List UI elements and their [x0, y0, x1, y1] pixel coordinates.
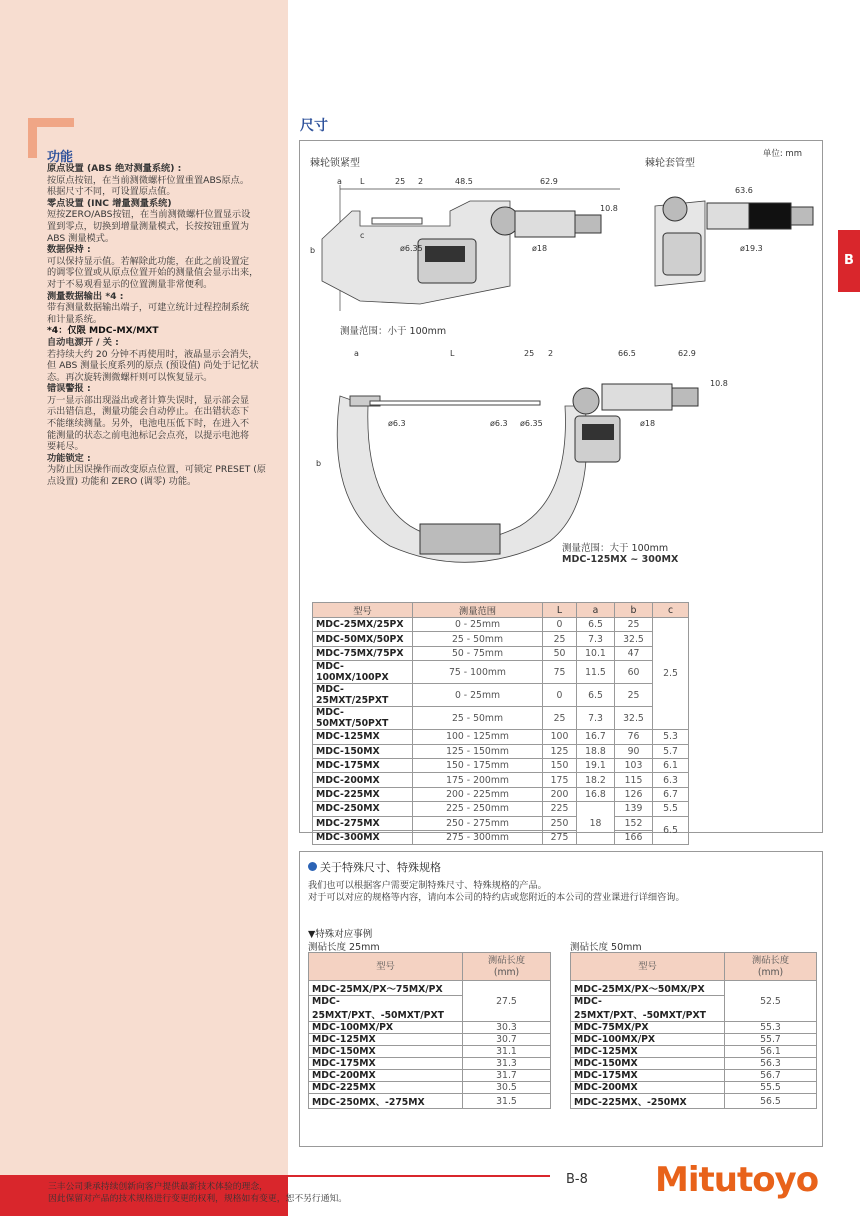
header-c: c	[653, 603, 689, 618]
function-line: 要耗尽。	[47, 441, 84, 453]
table-cell: 10.1	[577, 646, 615, 660]
length-cell: 56.7	[725, 1070, 817, 1082]
table-row	[313, 830, 689, 844]
length-cell: 30.3	[463, 1022, 551, 1034]
dimensions-title: 尺寸	[300, 118, 328, 134]
header-model: 型号	[313, 603, 413, 618]
function-line: 不能继续测量。另外，电池电压低下时，在进入不	[47, 418, 250, 430]
function-line: 能测量的状态之前电池标记会点亮，以提示电池将	[47, 429, 250, 441]
table-row	[571, 1058, 817, 1070]
function-line: 和计量系统。	[47, 313, 103, 325]
table-cell: 32.5	[615, 632, 653, 646]
special-specs-panel	[299, 851, 823, 1147]
table-cell: 75 - 100mm	[413, 661, 543, 684]
header-a: a	[577, 603, 615, 618]
dim-label-25-large: 25	[524, 349, 535, 358]
table-cell-c: 2.5	[653, 618, 689, 730]
table-row	[309, 1070, 551, 1082]
table-cell: 0 - 25mm	[413, 618, 543, 632]
dim-label-a: a	[337, 177, 342, 186]
col-model: 型号	[571, 953, 725, 981]
dim-label-phi-6-35: ø6.35	[400, 244, 423, 253]
footer-notice: 三丰公司秉承持续创新向客户提供最新技术体验的理念， 因此保留对产品的技术规格进行变更的权利，规格如有变更，恕不另行通知。	[48, 1182, 348, 1204]
function-line: 错误警报 :	[47, 383, 91, 395]
model-cell: MDC-175MX	[309, 1058, 463, 1070]
table-cell: MDC-75MX/75PX	[313, 646, 413, 660]
length-cell: 31.1	[463, 1046, 551, 1058]
table-cell: 100	[543, 730, 577, 744]
table-row	[313, 758, 689, 772]
length-cell: 30.5	[463, 1082, 551, 1094]
anvil-25-label: 测砧长度 25mm	[308, 942, 380, 953]
table-cell: 275	[543, 830, 577, 844]
table-cell: 25	[615, 684, 653, 707]
table-cell: 50 - 75mm	[413, 646, 543, 660]
table-cell: 166	[615, 830, 653, 844]
model-cell: MDC-100MX/PX	[571, 1034, 725, 1046]
micrometer-drawing-sleeve	[645, 171, 825, 301]
anvil-25-table	[308, 952, 551, 1109]
table-cell: 125	[543, 744, 577, 758]
function-line: ABS 测量模式。	[47, 232, 115, 244]
table-cell: MDC-250MX	[313, 802, 413, 816]
dim-label-10-8-large: 10.8	[710, 379, 728, 388]
dim-label-62-9: 62.9	[540, 177, 558, 186]
model-cell: MDC-200MX	[571, 1082, 725, 1094]
model-cell: MDC-225MX	[309, 1082, 463, 1094]
dim-label-phi-19-3: ø19.3	[740, 244, 763, 253]
table-cell: MDC-175MX	[313, 758, 413, 772]
function-line: 态。再次旋转测微螺杆则可以恢复显示。	[47, 371, 213, 383]
length-cell: 30.7	[463, 1034, 551, 1046]
table-row	[571, 1022, 817, 1034]
model-cell: MDC-75MX/PX	[571, 1022, 725, 1034]
table-cell: 100 - 125mm	[413, 730, 543, 744]
dim-label-66-5: 66.5	[618, 349, 636, 358]
function-line: 按原点按钮，在当前测微螺杆位置重置ABS原点。	[47, 174, 250, 186]
table-cell: 50	[543, 646, 577, 660]
dim-label-b: b	[310, 246, 316, 255]
function-line: 测量数据输出 *4 :	[47, 290, 124, 302]
table-cell-c: 6.1	[653, 758, 689, 772]
table-cell: 152	[615, 816, 653, 830]
table-cell: 0 - 25mm	[413, 684, 543, 707]
dimensions-panel	[299, 140, 823, 844]
length-cell: 55.3	[725, 1022, 817, 1034]
table-cell: 139	[615, 802, 653, 816]
function-line: 短按ZERO/ABS按钮，在当前测微螺杆位置显示设	[47, 209, 251, 221]
table-cell: MDC-50MXT/50PXT	[313, 707, 413, 730]
function-line: 带有测量数据输出端子，可建立统计过程控制系统	[47, 302, 250, 314]
table-row	[309, 1082, 551, 1094]
table-cell: 175 - 200mm	[413, 773, 543, 787]
function-line: 但 ABS 测量长度系列的原点 (预设值) 尚处于记忆状	[47, 360, 259, 372]
table-row	[571, 1094, 817, 1109]
header-range: 测量范围	[413, 603, 543, 618]
model-cell: MDC-25MXT/PXT、-50MXT/PXT	[309, 996, 463, 1022]
ratchet-sleeve-label: 棘轮套管型	[645, 158, 695, 169]
model-cell: MDC-25MXT/PXT、-50MXT/PXT	[571, 996, 725, 1022]
table-row	[309, 1094, 551, 1109]
table-cell: 90	[615, 744, 653, 758]
dim-label-phi-6-3-right: ø6.3	[490, 419, 508, 428]
dim-label-phi-6-35-large: ø6.35	[520, 419, 543, 428]
spec-table	[312, 602, 689, 845]
dim-label-c: c	[360, 231, 365, 240]
model-cell: MDC-100MX/PX	[309, 1022, 463, 1034]
table-cell: MDC-50MX/50PX	[313, 632, 413, 646]
table-cell: 25	[543, 632, 577, 646]
dim-label-62-9-large: 62.9	[678, 349, 696, 358]
table-row	[313, 744, 689, 758]
table-cell: 175	[543, 773, 577, 787]
footer-divider	[288, 1175, 550, 1177]
model-cell: MDC-175MX	[571, 1070, 725, 1082]
dim-label-phi-6-3-left: ø6.3	[388, 419, 406, 428]
table-row	[309, 981, 551, 996]
dim-label-2: 2	[418, 177, 424, 186]
table-row	[313, 802, 689, 816]
model-cell: MDC-200MX	[309, 1070, 463, 1082]
anvil-50-label: 测砧长度 50mm	[570, 942, 642, 953]
table-cell: 19.1	[577, 758, 615, 772]
table-cell-c: 5.7	[653, 744, 689, 758]
table-cell-c: 5.3	[653, 730, 689, 744]
table-cell: 16.7	[577, 730, 615, 744]
table-row	[309, 1046, 551, 1058]
table-row	[313, 773, 689, 787]
table-cell: MDC-25MXT/25PXT	[313, 684, 413, 707]
table-cell: 7.3	[577, 632, 615, 646]
table-cell: 150	[543, 758, 577, 772]
function-line: 点设置) 功能和 ZERO (调零) 功能。	[47, 476, 197, 488]
table-cell: MDC-275MX	[313, 816, 413, 830]
model-cell: MDC-125MX	[309, 1034, 463, 1046]
function-line: 为防止因误操作而改变原点位置，可锁定 PRESET (原	[47, 464, 266, 476]
mitutoyo-logo: Mitutoyo	[655, 1160, 819, 1200]
table-cell: 125 - 150mm	[413, 744, 543, 758]
table-cell: MDC-25MX/25PX	[313, 618, 413, 632]
col-model: 型号	[309, 953, 463, 981]
table-cell: 103	[615, 758, 653, 772]
length-cell: 56.5	[725, 1094, 817, 1109]
dim-label-63-6: 63.6	[735, 186, 753, 195]
table-cell: 250	[543, 816, 577, 830]
table-cell: 225	[543, 802, 577, 816]
model-cell: MDC-150MX	[571, 1058, 725, 1070]
model-range-label: MDC-125MX ~ 300MX	[562, 554, 679, 565]
table-cell: 25	[543, 707, 577, 730]
table-cell: 11.5	[577, 661, 615, 684]
table-cell: 200 - 225mm	[413, 787, 543, 801]
table-cell: 18	[577, 802, 615, 845]
anvil-50-table	[570, 952, 817, 1109]
table-cell: 150 - 175mm	[413, 758, 543, 772]
table-cell-c: 6.3	[653, 773, 689, 787]
dim-label-L-large: L	[450, 349, 455, 358]
table-cell: 18.2	[577, 773, 615, 787]
model-cell: MDC-225MX、-250MX	[571, 1094, 725, 1109]
ratchet-stop-label: 棘轮锁紧型	[310, 158, 360, 169]
table-row	[313, 730, 689, 744]
function-line: 可以保持显示值。若解除此功能，在此之前设置定	[47, 255, 250, 267]
page-number: B-8	[566, 1172, 588, 1187]
dim-label-10-8: 10.8	[600, 204, 618, 213]
table-cell: 32.5	[615, 707, 653, 730]
model-cell: MDC-150MX	[309, 1046, 463, 1058]
section-tab-b[interactable]: B	[838, 230, 860, 292]
length-cell: 52.5	[725, 981, 817, 1022]
table-cell: 16.8	[577, 787, 615, 801]
dim-label-b-large: b	[316, 459, 322, 468]
table-cell-c: 5.5	[653, 802, 689, 816]
table-row	[313, 661, 689, 684]
function-line: 功能锁定 :	[47, 452, 91, 464]
length-cell: 31.5	[463, 1094, 551, 1109]
table-cell: 25 - 50mm	[413, 632, 543, 646]
table-cell: MDC-100MX/100PX	[313, 661, 413, 684]
table-cell: MDC-300MX	[313, 830, 413, 844]
table-row	[571, 1082, 817, 1094]
range-small-label: 测量范围：小于 100mm	[340, 326, 447, 337]
table-row	[313, 646, 689, 660]
table-row	[313, 618, 689, 632]
length-cell: 31.3	[463, 1058, 551, 1070]
table-cell: 7.3	[577, 707, 615, 730]
table-cell-c: 6.5	[653, 816, 689, 845]
table-cell: 47	[615, 646, 653, 660]
function-line: 零点设置 (INC 增量测量系统)	[47, 197, 172, 209]
special-specs-title: 关于特殊尺寸、特殊规格	[308, 859, 441, 875]
function-line: 示出错信息，测量功能会自动停止。在出错状态下	[47, 406, 250, 418]
table-row	[313, 816, 689, 830]
micrometer-drawing-large	[310, 346, 780, 576]
table-row	[309, 1022, 551, 1034]
function-line: 数据保持 :	[47, 244, 91, 256]
length-cell: 27.5	[463, 981, 551, 1022]
table-cell: 200	[543, 787, 577, 801]
dim-label-L: L	[360, 177, 365, 186]
table-cell: MDC-150MX	[313, 744, 413, 758]
table-cell: 6.5	[577, 618, 615, 632]
table-row	[313, 684, 689, 707]
function-line: *4：仅限 MDC-MX/MXT	[47, 325, 159, 337]
model-cell: MDC-25MX/PX～50MX/PX	[571, 981, 725, 996]
table-cell: 275 - 300mm	[413, 830, 543, 844]
table-row	[571, 981, 817, 996]
table-cell: 250 - 275mm	[413, 816, 543, 830]
length-cell: 56.1	[725, 1046, 817, 1058]
dim-label-phi-18-large: ø18	[640, 419, 656, 428]
dim-label-a-large: a	[354, 349, 359, 358]
table-cell: 75	[543, 661, 577, 684]
dim-label-2-large: 2	[548, 349, 554, 358]
function-title: 功能	[47, 150, 74, 165]
table-cell: 115	[615, 773, 653, 787]
table-cell: 6.5	[577, 684, 615, 707]
table-cell: 76	[615, 730, 653, 744]
table-cell: MDC-225MX	[313, 787, 413, 801]
function-line: 原点设置 (ABS 绝对测量系统) :	[47, 163, 182, 174]
table-row	[571, 1034, 817, 1046]
table-row	[309, 1034, 551, 1046]
model-cell: MDC-250MX、-275MX	[309, 1094, 463, 1109]
model-cell: MDC-125MX	[571, 1046, 725, 1058]
function-line: 若持续大约 20 分钟不再使用时，液晶显示会消失，	[47, 348, 258, 360]
table-cell: 18.8	[577, 744, 615, 758]
function-line: 根据尺寸不同，可设置原点值。	[47, 186, 176, 198]
special-specs-description: 我们也可以根据客户需要定制特殊尺寸、特殊规格的产品。 对于可以对应的规格等内容，请向本公司的特约店或您附近的本公司的营业课进行详细咨询。	[308, 880, 685, 903]
table-row	[571, 1046, 817, 1058]
table-cell: MDC-125MX	[313, 730, 413, 744]
function-line: 万一显示部出现溢出或者计算失误时，显示部会显	[47, 394, 250, 406]
table-cell: 0	[543, 684, 577, 707]
table-cell: 25 - 50mm	[413, 707, 543, 730]
function-line: 的调零位置或从原点位置开始的测量值会显示出来，	[47, 267, 259, 279]
table-cell: 25	[615, 618, 653, 632]
length-cell: 55.7	[725, 1034, 817, 1046]
unit-label: 单位: mm	[762, 149, 802, 159]
table-row	[313, 707, 689, 730]
length-cell: 55.5	[725, 1082, 817, 1094]
dim-label-25: 25	[395, 177, 406, 186]
table-row	[571, 1070, 817, 1082]
micrometer-drawing-small	[300, 171, 620, 321]
examples-heading: ▼特殊对应事例	[308, 929, 373, 940]
table-cell: 126	[615, 787, 653, 801]
dim-label-48-5: 48.5	[455, 177, 473, 186]
table-cell: 225 - 250mm	[413, 802, 543, 816]
function-line: 对于不易观看显示的位置测量非常便利。	[47, 278, 213, 290]
table-cell-c: 6.7	[653, 787, 689, 801]
bullet-dot-icon	[308, 862, 317, 871]
table-row	[313, 787, 689, 801]
header-L: L	[543, 603, 577, 618]
dim-label-phi-18: ø18	[532, 244, 548, 253]
header-b: b	[615, 603, 653, 618]
col-anvil-length: 测砧长度 (mm)	[463, 953, 551, 981]
length-cell: 56.3	[725, 1058, 817, 1070]
table-row	[309, 1058, 551, 1070]
table-cell: 60	[615, 661, 653, 684]
model-cell: MDC-25MX/PX～75MX/PX	[309, 981, 463, 996]
spec-table-header	[313, 603, 689, 618]
function-description	[47, 163, 279, 488]
table-cell: 0	[543, 618, 577, 632]
range-large-label: 测量范围：大于 100mm	[562, 543, 669, 554]
function-line: 置到零点，切换到增量测量模式，长按按钮重置为	[47, 220, 250, 232]
col-anvil-length: 测砧长度 (mm)	[725, 953, 817, 981]
length-cell: 31.7	[463, 1070, 551, 1082]
table-cell: MDC-200MX	[313, 773, 413, 787]
function-line: 自动电源开 / 关 :	[47, 336, 119, 348]
table-row	[313, 632, 689, 646]
